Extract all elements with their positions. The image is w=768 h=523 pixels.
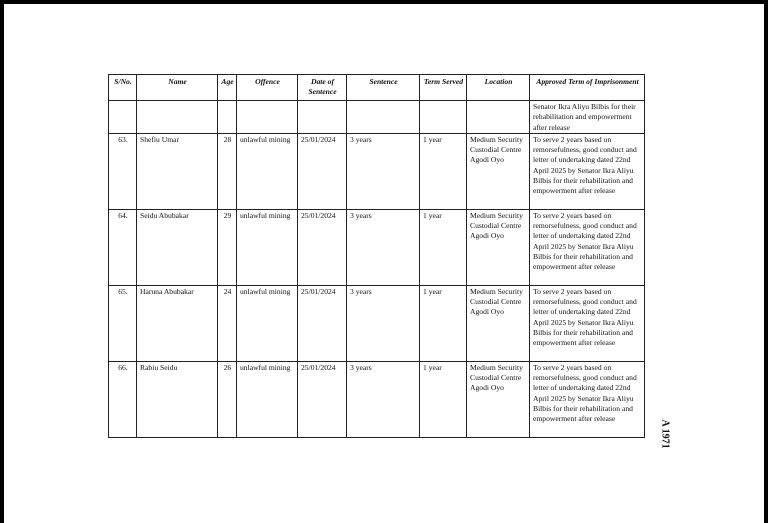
page-number: A 1971 (659, 419, 671, 449)
cell-name: Shefiu Umar (137, 133, 218, 209)
cell-sno: 65. (109, 285, 137, 361)
header-offence: Offence (237, 75, 298, 101)
page-border-right (764, 0, 768, 523)
cell-approved: To serve 2 years based on remorsefulness, good conduct and letter of undertaking dated 22nd April 2025 by Senator Ikra Aliyu Bilbis for their rehabilitation and empowerment after release (530, 133, 645, 209)
cell-approved: To serve 2 years based on remorsefulness, good conduct and letter of undertaking dated 22nd April 2025 by Senator Ikra Aliyu Bilbis for their rehabilitation and empowerment after release (530, 361, 645, 437)
cell-term: 1 year (420, 209, 467, 285)
cell-age: 28 (218, 133, 237, 209)
header-sno: S/No. (109, 75, 137, 101)
cell-name: Rabiu Seidu (137, 361, 218, 437)
cell-approved: To serve 2 years based on remorsefulness, good conduct and letter of undertaking dated 22nd April 2025 by Senator Ikra Aliyu Bilbis for their rehabilitation and empowerment after release (530, 285, 645, 361)
prisoners-table (108, 74, 645, 438)
cell-sentence: 3 years (347, 285, 420, 361)
cell-date: 25/01/2024 (298, 285, 347, 361)
header-age: Age (218, 75, 237, 101)
cell-approved: To serve 2 years based on remorsefulness, good conduct and letter of undertaking dated 22nd April 2025 by Senator Ikra Aliyu Bilbis for their rehabilitation and empowerment after release (530, 209, 645, 285)
cell-sno: 63. (109, 133, 137, 209)
table-row (109, 285, 645, 361)
table-row (109, 361, 645, 437)
cell-date: 25/01/2024 (298, 361, 347, 437)
cell-sentence: 3 years (347, 209, 420, 285)
cell-location: Medium Security Custodial Centre Agodi Oyo (467, 209, 530, 285)
header-approved: Approved Term of Imprisonment (530, 75, 645, 101)
cell-offence: unlawful mining (237, 133, 298, 209)
cell-sno: 66. (109, 361, 137, 437)
header-date: Date of Sentence (298, 75, 347, 101)
cell-term: 1 year (420, 133, 467, 209)
cell-date: 25/01/2024 (298, 209, 347, 285)
cell-age: 26 (218, 361, 237, 437)
page-border-top (0, 0, 768, 4)
continuation-row (109, 101, 645, 134)
cell-age: 24 (218, 285, 237, 361)
cell-age: 29 (218, 209, 237, 285)
cell-location: Medium Security Custodial Centre Agodi Oyo (467, 361, 530, 437)
cell-name: Haruna Abubakar (137, 285, 218, 361)
cell-sno: 64. (109, 209, 137, 285)
cell-date: 25/01/2024 (298, 133, 347, 209)
header-location: Location (467, 75, 530, 101)
header-row (109, 75, 645, 101)
cell-offence: unlawful mining (237, 285, 298, 361)
header-term: Term Served (420, 75, 467, 101)
cell-offence: unlawful mining (237, 361, 298, 437)
header-name: Name (137, 75, 218, 101)
cell-sentence: 3 years (347, 361, 420, 437)
cell-location: Medium Security Custodial Centre Agodi Oyo (467, 285, 530, 361)
cell-term: 1 year (420, 285, 467, 361)
cell-sentence: 3 years (347, 133, 420, 209)
continuation-text: Senator Ikra Aliyu Bilbis for their rehabilitation and empowerment after release (530, 101, 645, 134)
table-row (109, 209, 645, 285)
header-sentence: Sentence (347, 75, 420, 101)
cell-name: Seidu Abubakar (137, 209, 218, 285)
cell-term: 1 year (420, 361, 467, 437)
page-border-left (0, 0, 4, 523)
cell-offence: unlawful mining (237, 209, 298, 285)
table-row (109, 133, 645, 209)
cell-location: Medium Security Custodial Centre Agodi Oyo (467, 133, 530, 209)
